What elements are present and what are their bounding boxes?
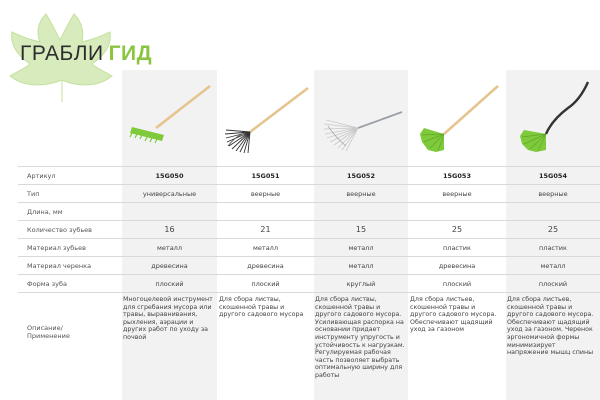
cell-type: веерные xyxy=(250,190,281,198)
cell-teeth-material: пластик xyxy=(539,244,567,252)
flat-metal-rake-icon xyxy=(124,80,218,160)
cell-handle-material: древесина xyxy=(438,262,476,270)
cell-handle-material: древесина xyxy=(247,262,284,270)
row-label-tooth-shape: Форма зуба xyxy=(27,280,67,288)
cell-handle-material: древесина xyxy=(151,262,188,270)
page-title xyxy=(20,42,152,66)
row-divider xyxy=(18,274,600,275)
ergonomic-plastic-rake-icon xyxy=(506,80,600,160)
cell-description: Для сбора листьев, скошенной травы и другого садового мусора. Обеспечивают щадящий уход за газоном. Черенок эргономичной формы минимизирует напряжение мышц спины xyxy=(507,296,594,357)
row-divider xyxy=(18,220,600,221)
cell-handle-material: металл xyxy=(540,262,566,270)
cell-tooth-shape: плоский xyxy=(538,280,568,288)
cell-teeth-count: 25 xyxy=(451,225,463,234)
cell-teeth-count: 21 xyxy=(260,225,271,234)
cell-tooth-shape: круглый xyxy=(346,280,376,288)
row-divider xyxy=(18,292,600,293)
title-word-2: ГИД xyxy=(108,42,153,65)
cell-article: 15G051 xyxy=(251,172,280,180)
adjustable-fan-rake-icon xyxy=(316,80,410,160)
cell-tooth-shape: плоский xyxy=(155,280,184,288)
cell-type: универсальные xyxy=(142,190,197,198)
cell-tooth-shape: плоский xyxy=(251,280,280,288)
title-word-1: ГРАБЛИ xyxy=(20,42,104,65)
row-label-handle-material: Материал черенка xyxy=(27,262,92,270)
row-divider xyxy=(18,256,600,257)
cell-teeth-material: металл xyxy=(157,244,182,252)
cell-teeth-material: металл xyxy=(253,244,278,252)
cell-description: Для сбора листьев, скошенной травы и другого садового мусора. Обеспечивают щадящий уход за газоном xyxy=(410,296,497,334)
row-label-length: Длина, мм xyxy=(27,208,63,216)
cell-teeth-count: 16 xyxy=(164,225,175,234)
cell-teeth-material: металл xyxy=(348,244,374,252)
cell-article: 15G050 xyxy=(155,172,184,180)
cell-teeth-material: пластик xyxy=(443,244,471,252)
cell-description: Многоцелевой инструмент для сгребания мусора или травы, выравнивания, рыхления, аэрации и других работ по уходу за почвой xyxy=(123,296,213,341)
cell-handle-material: металл xyxy=(348,262,374,270)
cell-teeth-count: 15 xyxy=(355,225,367,234)
cell-teeth-count: 25 xyxy=(547,225,559,234)
cell-tooth-shape: плоский xyxy=(442,280,472,288)
row-label-article: Артикул xyxy=(27,172,56,180)
cell-description: Для сбора листвы, скошенной травы и другого садового мусора. Усиливающая распорка на основании придает инструменту упругость и устойчивость к нагрузкам. Регулируемая рабочая часть позволяет выбрать оптимальную ширину для работы xyxy=(315,296,405,379)
row-divider xyxy=(18,202,600,203)
metal-fan-rake-icon xyxy=(220,80,314,160)
row-divider xyxy=(18,166,600,167)
cell-article: 15G052 xyxy=(347,172,375,180)
row-label-type: Тип xyxy=(27,190,40,198)
plastic-fan-rake-icon xyxy=(410,80,504,160)
cell-type: веерные xyxy=(346,190,376,198)
row-label-description: Описание/ Применение xyxy=(27,324,70,340)
cell-type: веерные xyxy=(538,190,568,198)
row-divider xyxy=(18,184,600,185)
cell-description: Для сбора листвы, скошенной травы и другого садового мусора xyxy=(219,296,304,319)
row-label-teeth-count: Количество зубьев xyxy=(27,226,93,234)
cell-type: веерные xyxy=(442,190,472,198)
cell-article: 15G053 xyxy=(443,172,471,180)
row-label-teeth-material: Материал зубьев xyxy=(27,244,86,252)
cell-article: 15G054 xyxy=(539,172,567,180)
row-divider xyxy=(18,238,600,239)
